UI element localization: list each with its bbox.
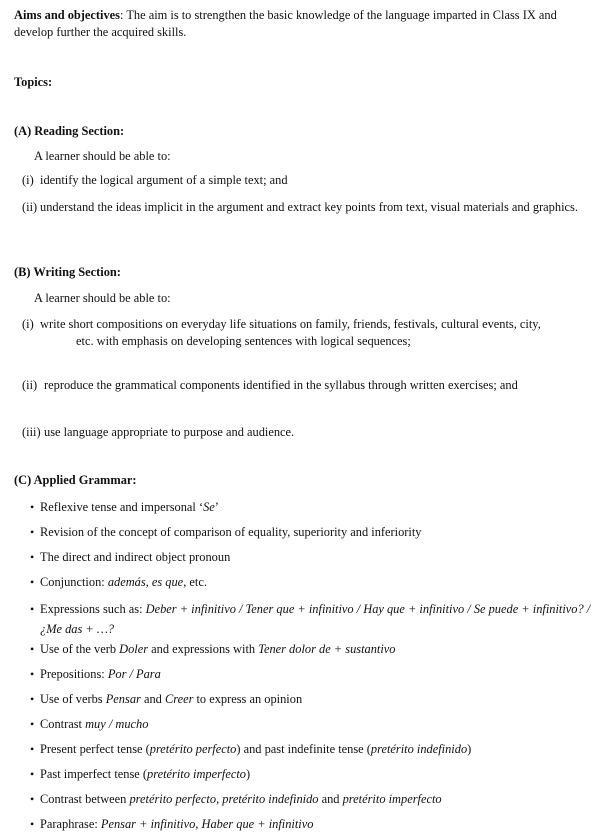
italic-term: pretérito perfecto, pretérito indefinido [129,792,319,806]
grammar-list-item [30,641,612,658]
aims-label: Aims and objectives [14,8,121,22]
item-text: Prepositions: [40,667,108,681]
item-text: Paraphrase: [40,817,101,831]
item-number: (ii) [22,200,38,214]
item-text: The direct and indirect object pronoun [40,550,231,564]
italic-term: Deber + infinitivo / Tener que + infinitivo / Hay que + infinitivo / Se puede + infinitivo? / ¿Me das + …? [40,602,591,636]
aims-paragraph [14,7,594,41]
italic-term: además, es que [107,575,184,589]
item-text: to express an opinion [193,692,303,706]
grammar-list-item [30,691,612,708]
grammar-list-item [30,816,612,833]
topics-heading: Topics: [14,75,53,89]
grammar-list-item [30,599,612,639]
item-text: Past imperfect tense ( [40,767,148,781]
italic-term: Pensar + infinitivo, Haber que + infinitivo [100,817,314,831]
item-text: , etc. [183,575,207,589]
grammar-list-item [30,741,612,758]
grammar-list-item [30,549,612,566]
italic-term: pretérito imperfecto [147,767,247,781]
italic-term: Creer [164,692,194,706]
italic-term: Pensar [105,692,141,706]
item-text: Reflexive tense and impersonal ‘ [40,500,204,514]
writing-section-heading: (B) Writing Section: [14,265,121,279]
grammar-list-item [30,716,612,733]
italic-term: pretérito imperfecto [342,792,442,806]
item-number: (iii) [22,425,41,439]
italic-term: pretérito indefinido [370,742,468,756]
item-text: ) [467,742,472,756]
item-text: Use of the verb [40,642,120,656]
item-text: write short compositions on everyday life situations on family, friends, festivals, cultural events, city, etc. with emphasis on developing sentences with logical sequences; [40,317,541,348]
writing-item [22,316,557,350]
item-text: understand the ideas implicit in the argument and extract key points from text, visual materials and graphics. [40,200,578,214]
italic-term: Por / Para [107,667,161,681]
item-number: (i) [22,173,34,187]
grammar-list-item [30,791,612,808]
item-number: (i) [22,317,34,331]
item-text: and expressions with [148,642,259,656]
item-text: Contrast [40,717,86,731]
italic-term: muy / mucho [85,717,149,731]
writing-item [22,424,597,441]
item-text: Revision of the concept of comparison of equality, superiority and inferiority [40,525,422,539]
item-text: Conjunction: [40,575,108,589]
reading-item [22,199,597,216]
writing-item [22,377,557,394]
grammar-list-item [30,574,612,591]
italic-term: Se [203,500,215,514]
grammar-list-item [30,766,612,783]
item-text: ) and past indefinite tense ( [236,742,371,756]
item-text: Use of verbs [40,692,106,706]
reading-section-heading: (A) Reading Section: [14,124,125,138]
italic-term: pretérito perfecto [149,742,237,756]
reading-intro: A learner should be able to: [34,149,171,163]
item-text: Contrast between [40,792,130,806]
italic-term: Tener dolor de + sustantivo [258,642,396,656]
item-text: and [140,692,165,706]
writing-intro: A learner should be able to: [34,291,171,305]
grammar-list-item [30,499,612,516]
item-text: use language appropriate to purpose and audience. [44,425,295,439]
item-text: and [318,792,343,806]
reading-item [22,172,597,189]
grammar-list-item [30,666,612,683]
italic-term: Doler [119,642,149,656]
item-text: ’ [214,500,219,514]
grammar-list-item [30,524,612,541]
aims-text: : The aim is to strengthen the basic knowledge of the language imparted in Class IX and develop further the acquired skills. [14,8,557,39]
item-text: ) [246,767,251,781]
item-text: identify the logical argument of a simple text; and [40,173,288,187]
item-text: reproduce the grammatical components identified in the syllabus through written exercises; and [44,378,518,392]
grammar-section-heading: (C) Applied Grammar: [14,473,137,487]
item-text: Present perfect tense ( [40,742,150,756]
item-number: (ii) [22,378,38,392]
item-text: Expressions such as: [40,602,146,616]
